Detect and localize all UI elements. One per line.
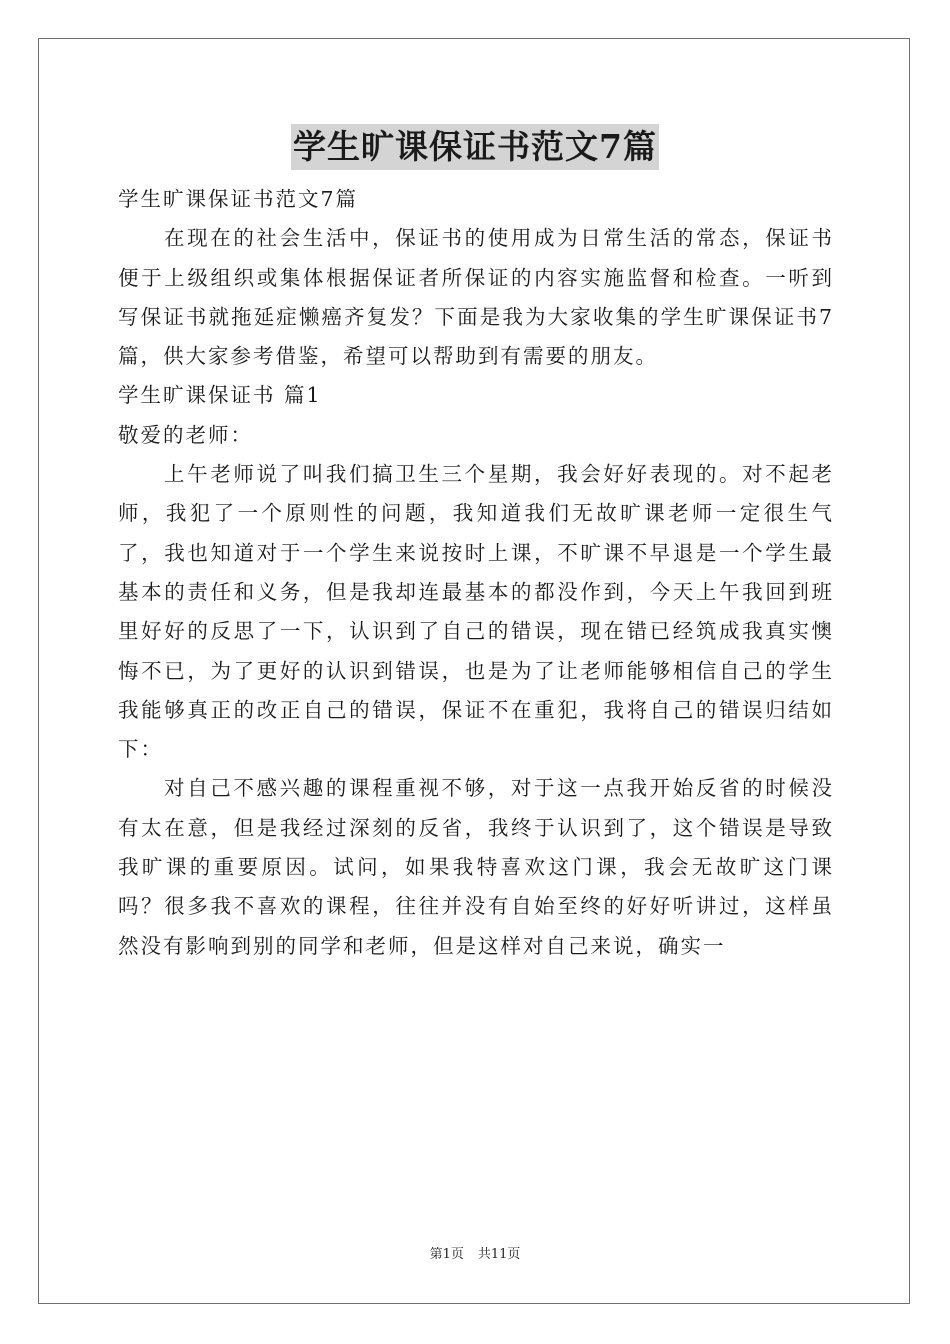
document-title: 学生旷课保证书范文7篇: [291, 124, 659, 170]
section-heading: 学生旷课保证书 篇1: [118, 383, 322, 408]
body-paragraph-2: 对自己不感兴趣的课程重视不够，对于这一点我开始反省的时候没有太在意，但是我经过深刻的反省，我终于认识到了，这个错误是导致我旷课的重要原因。试问，如果我特喜欢这门课，我会无故旷这门课吗？很多我不喜欢的课程，往往并没有自始至终的好好听讲过，这样虽然没有影响到别的同学和老师，但是这样对自己来说，确实一: [118, 776, 834, 958]
document-body: [118, 180, 834, 966]
body-paragraph-1: 上午老师说了叫我们搞卫生三个星期，我会好好表现的。对不起老师，我犯了一个原则性的问题，我知道我们无故旷课老师一定很生气了，我也知道对于一个学生来说按时上课，不旷课不早退是一个学生最基本的责任和义务，但是我却连最基本的都没作到，今天上午我回到班里好好的反思了一下，认识到了自己的错误，现在错已经筑成我真实懊悔不已，为了更好的认识到错误，也是为了让老师能够相信自己的学生我能够真正的改正自己的错误，保证不在重犯，我将自己的错误归结如下：: [118, 462, 834, 762]
page-number: 第1页: [429, 1247, 464, 1262]
document-title-container: [0, 124, 950, 174]
subtitle-line: 学生旷课保证书范文7篇: [118, 187, 359, 211]
intro-paragraph: 在现在的社会生活中，保证书的使用成为日常生活的常态，保证书便于上级组织或集体根据保证者所保证的内容实施监督和检查。一听到写保证书就拖延症懒癌齐复发？下面是我为大家收集的学生旷课保证书7篇，供大家参考借鉴，希望可以帮助到有需要的朋友。: [118, 226, 834, 369]
page-footer: [0, 1243, 950, 1262]
page-total: 共11页: [477, 1247, 521, 1262]
salutation: 敬爱的老师：: [118, 422, 253, 447]
